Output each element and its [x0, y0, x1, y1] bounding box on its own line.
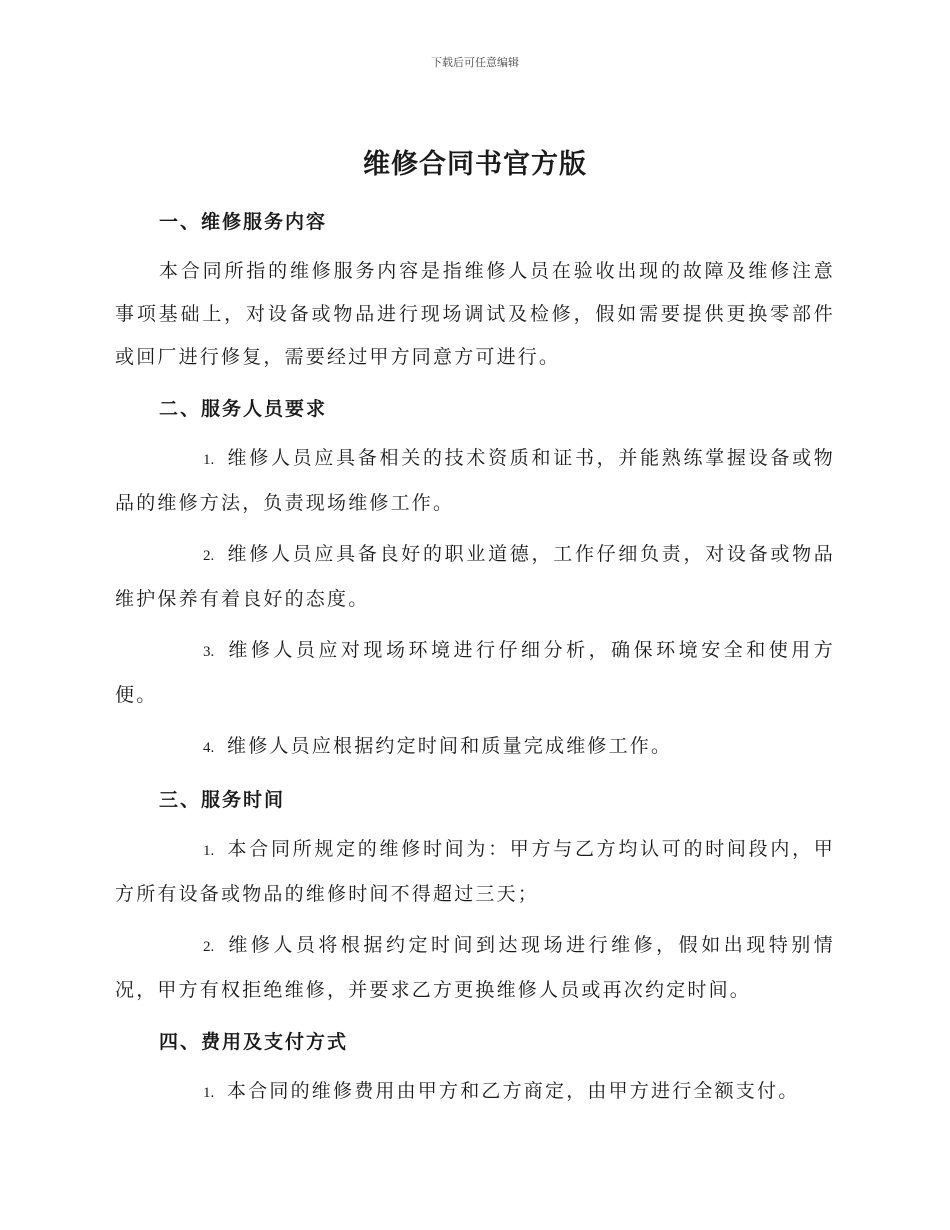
item-text: 维修人员应具备相关的技术资质和证书，并能熟练掌握设备或物品的维修方法，负责现场维修工作。	[115, 447, 835, 514]
document-body	[115, 140, 835, 1123]
item-number: 1.	[203, 1085, 215, 1101]
list-item	[115, 924, 835, 1012]
list-item	[115, 1070, 835, 1115]
list-item	[115, 828, 835, 916]
item-text: 维修人员应对现场环境进行仔细分析，确保环境安全和使用方便。	[115, 639, 835, 706]
header-note: 下载后可任意编辑	[431, 56, 519, 69]
item-number: 1.	[203, 452, 215, 468]
section-heading: 一、维修服务内容	[159, 211, 328, 233]
list-item	[115, 725, 835, 770]
list-item	[115, 437, 835, 525]
section-paragraph: 本合同所指的维修服务内容是指维修人员在验收出现的故障及维修注意事项基础上，对设备或物品进行现场调试及检修，假如需要提供更换零部件或回厂进行修复，需要经过甲方同意方可进行。	[115, 260, 835, 368]
item-number: 4.	[203, 740, 215, 756]
item-text: 维修人员应具备良好的职业道德，工作仔细负责，对设备或物品维护保养有着良好的态度。	[115, 543, 835, 610]
list-item	[115, 629, 835, 717]
item-number: 1.	[203, 843, 215, 859]
item-text: 本合同所规定的维修时间为：甲方与乙方均认可的时间段内，甲方所有设备或物品的维修时间不得超过三天；	[115, 838, 835, 905]
section-heading: 二、服务人员要求	[159, 398, 328, 420]
section-heading: 三、服务时间	[159, 789, 286, 811]
list-item	[115, 533, 835, 621]
item-number: 2.	[203, 548, 215, 564]
item-number: 3.	[203, 644, 215, 660]
item-text: 维修人员将根据约定时间到达现场进行维修，假如出现特别情况，甲方有权拒绝维修，并要求乙方更换维修人员或再次约定时间。	[115, 934, 835, 1001]
item-number: 2.	[203, 939, 215, 955]
page-title: 维修合同书官方版	[363, 149, 587, 180]
item-text: 本合同的维修费用由甲方和乙方商定，由甲方进行全额支付。	[227, 1080, 800, 1102]
item-text: 维修人员应根据约定时间和质量完成维修工作。	[227, 735, 673, 757]
section-heading: 四、费用及支付方式	[159, 1031, 349, 1053]
